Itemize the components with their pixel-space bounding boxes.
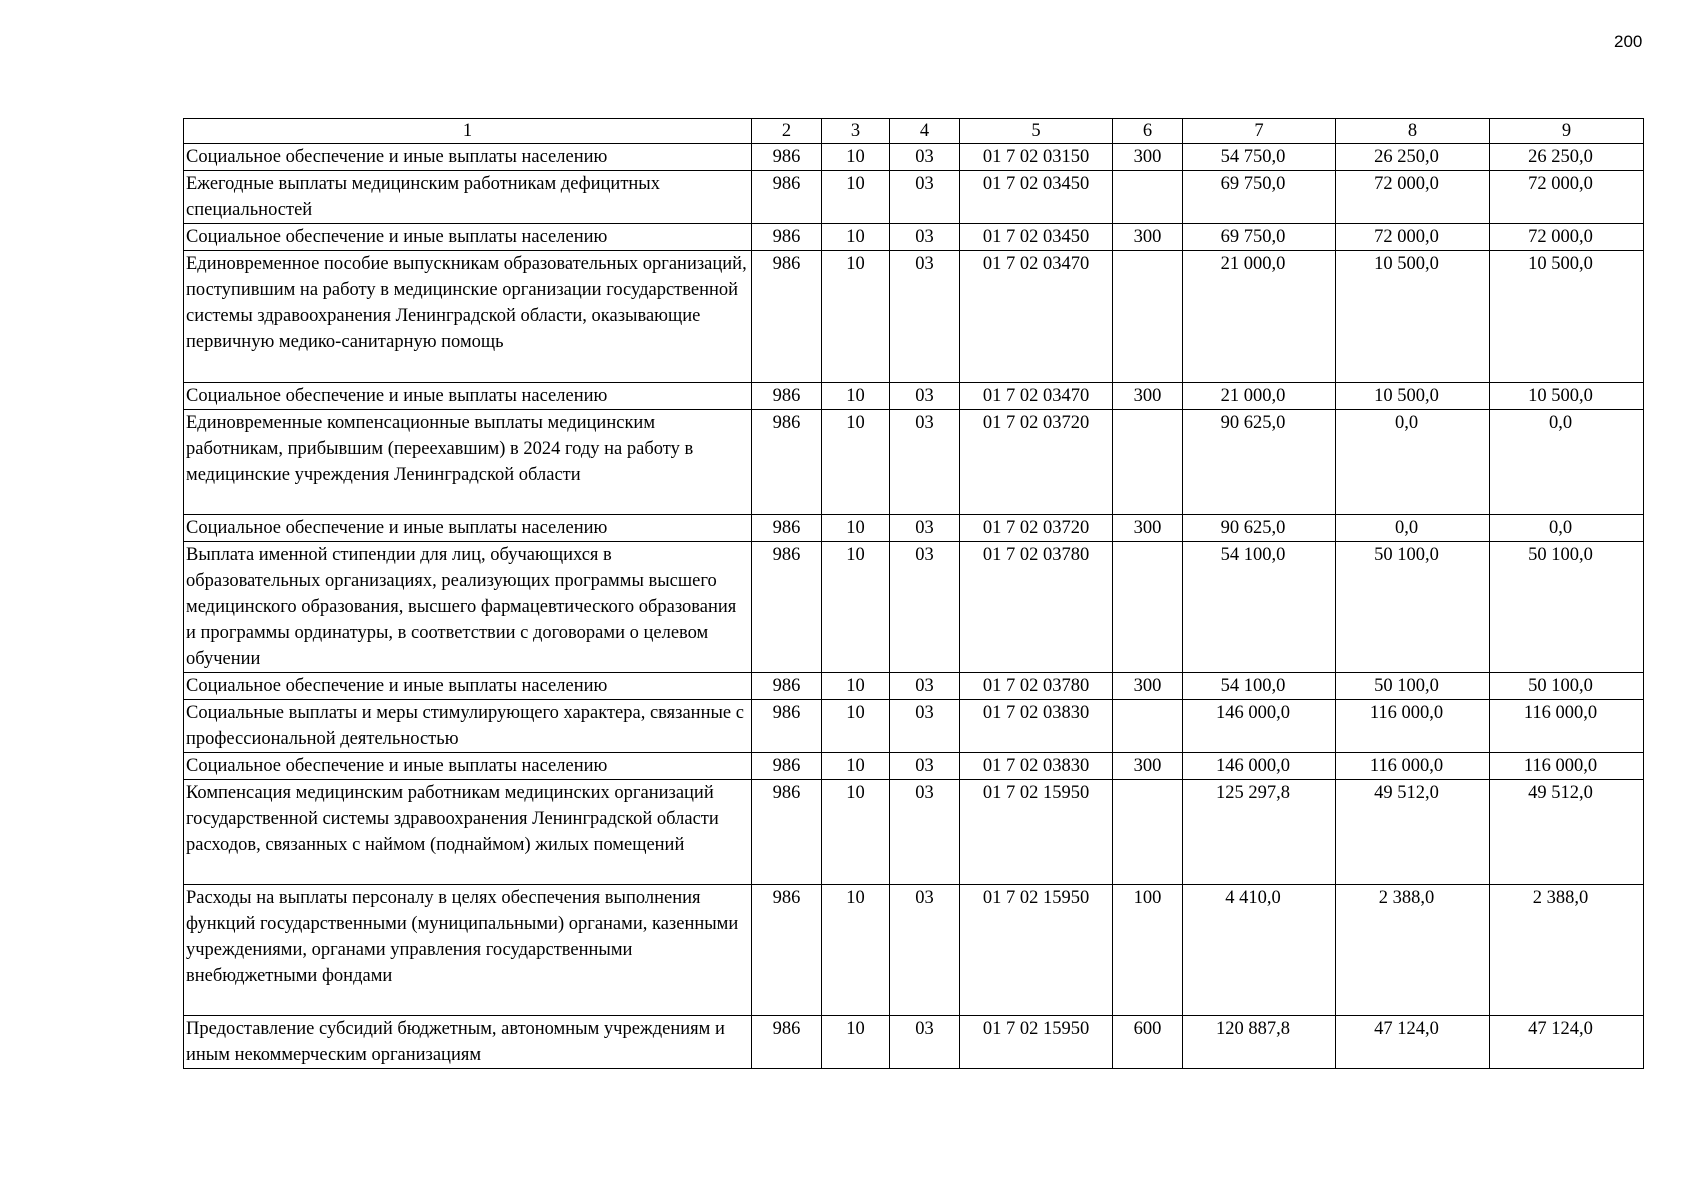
- row-code-section: 10: [822, 383, 890, 410]
- row-amount-2: 26 250,0: [1336, 144, 1490, 171]
- row-code-target: 01 7 02 03470: [960, 383, 1113, 410]
- row-amount-3: 2 388,0: [1490, 885, 1644, 1016]
- row-amount-3: 26 250,0: [1490, 144, 1644, 171]
- row-code-section: 10: [822, 144, 890, 171]
- row-code-target: 01 7 02 03720: [960, 410, 1113, 515]
- row-code-expense-type: 300: [1113, 515, 1183, 542]
- row-amount-2: 50 100,0: [1336, 542, 1490, 673]
- row-code-section: 10: [822, 700, 890, 753]
- row-code-admin: 986: [752, 753, 822, 780]
- row-code-expense-type: [1113, 542, 1183, 673]
- row-amount-1: 4 410,0: [1183, 885, 1336, 1016]
- row-code-expense-type: 300: [1113, 144, 1183, 171]
- table-row: [184, 251, 1644, 383]
- row-amount-2: 50 100,0: [1336, 673, 1490, 700]
- row-code-expense-type: 100: [1113, 885, 1183, 1016]
- row-code-admin: 986: [752, 1016, 822, 1069]
- row-name: Ежегодные выплаты медицинским работникам дефицитных специальностей: [184, 171, 752, 224]
- table-row: [184, 224, 1644, 251]
- row-amount-3: 0,0: [1490, 410, 1644, 515]
- row-code-target: 01 7 02 15950: [960, 1016, 1113, 1069]
- row-amount-2: 49 512,0: [1336, 780, 1490, 885]
- row-amount-1: 21 000,0: [1183, 383, 1336, 410]
- row-code-admin: 986: [752, 780, 822, 885]
- header-cell: 4: [890, 119, 960, 144]
- row-code-expense-type: 300: [1113, 383, 1183, 410]
- row-code-admin: 986: [752, 542, 822, 673]
- table-row: [184, 410, 1644, 515]
- row-code-expense-type: 300: [1113, 224, 1183, 251]
- row-code-expense-type: [1113, 780, 1183, 885]
- row-code-admin: 986: [752, 144, 822, 171]
- row-amount-2: 72 000,0: [1336, 171, 1490, 224]
- row-amount-1: 54 100,0: [1183, 542, 1336, 673]
- row-code-section: 10: [822, 251, 890, 383]
- header-cell: 8: [1336, 119, 1490, 144]
- row-code-admin: 986: [752, 885, 822, 1016]
- row-code-subsection: 03: [890, 1016, 960, 1069]
- row-code-subsection: 03: [890, 753, 960, 780]
- row-amount-3: 72 000,0: [1490, 171, 1644, 224]
- row-code-expense-type: [1113, 251, 1183, 383]
- row-amount-3: 116 000,0: [1490, 700, 1644, 753]
- header-cell: 7: [1183, 119, 1336, 144]
- row-code-target: 01 7 02 15950: [960, 885, 1113, 1016]
- row-amount-1: 69 750,0: [1183, 171, 1336, 224]
- header-cell: 3: [822, 119, 890, 144]
- row-code-target: 01 7 02 03450: [960, 171, 1113, 224]
- row-amount-2: 47 124,0: [1336, 1016, 1490, 1069]
- row-amount-1: 90 625,0: [1183, 515, 1336, 542]
- table-row: [184, 144, 1644, 171]
- header-cell: 1: [184, 119, 752, 144]
- header-cell: 2: [752, 119, 822, 144]
- row-code-expense-type: [1113, 171, 1183, 224]
- row-code-target: 01 7 02 03720: [960, 515, 1113, 542]
- row-name: Единовременное пособие выпускникам образовательных организаций, поступившим на работу в медицинские организации государственной системы здравоохранения Ленинградской области, оказывающие первичную медико-санитарную помощь: [184, 251, 752, 383]
- row-amount-3: 0,0: [1490, 515, 1644, 542]
- row-name: Предоставление субсидий бюджетным, автономным учреждениям и иным некоммерческим организациям: [184, 1016, 752, 1069]
- row-code-admin: 986: [752, 224, 822, 251]
- page-number: 200: [1614, 32, 1643, 51]
- row-name: Социальное обеспечение и иные выплаты населению: [184, 144, 752, 171]
- row-code-section: 10: [822, 673, 890, 700]
- row-amount-2: 0,0: [1336, 410, 1490, 515]
- row-name: Компенсация медицинским работникам медицинских организаций государственной системы здравоохранения Ленинградской области расходов, связанных с наймом (поднаймом) жилых помещений: [184, 780, 752, 885]
- row-code-section: 10: [822, 410, 890, 515]
- row-amount-3: 116 000,0: [1490, 753, 1644, 780]
- row-code-expense-type: [1113, 410, 1183, 515]
- table-row: [184, 700, 1644, 753]
- row-amount-2: 116 000,0: [1336, 753, 1490, 780]
- row-name: Выплата именной стипендии для лиц, обучающихся в образовательных организациях, реализующих программы высшего медицинского образования, высшего фармацевтического образования и программы ординатуры, в соответствии с договорами о целевом обучении: [184, 542, 752, 673]
- row-code-section: 10: [822, 753, 890, 780]
- table-row: [184, 780, 1644, 885]
- row-code-subsection: 03: [890, 700, 960, 753]
- header-cell: 5: [960, 119, 1113, 144]
- row-code-target: 01 7 02 03780: [960, 542, 1113, 673]
- row-code-subsection: 03: [890, 673, 960, 700]
- row-code-admin: 986: [752, 171, 822, 224]
- row-amount-1: 54 100,0: [1183, 673, 1336, 700]
- row-amount-3: 47 124,0: [1490, 1016, 1644, 1069]
- row-amount-1: 21 000,0: [1183, 251, 1336, 383]
- table-row: [184, 673, 1644, 700]
- row-name: Социальное обеспечение и иные выплаты населению: [184, 224, 752, 251]
- row-amount-3: 49 512,0: [1490, 780, 1644, 885]
- row-code-section: 10: [822, 542, 890, 673]
- row-code-subsection: 03: [890, 780, 960, 885]
- row-code-admin: 986: [752, 515, 822, 542]
- row-name: Единовременные компенсационные выплаты медицинским работникам, прибывшим (переехавшим) в 2024 году на работу в медицинские учреждения Ленинградской области: [184, 410, 752, 515]
- table-row: [184, 885, 1644, 1016]
- row-code-subsection: 03: [890, 383, 960, 410]
- row-code-target: 01 7 02 03150: [960, 144, 1113, 171]
- row-amount-3: 10 500,0: [1490, 251, 1644, 383]
- row-code-admin: 986: [752, 673, 822, 700]
- row-code-target: 01 7 02 03780: [960, 673, 1113, 700]
- row-code-admin: 986: [752, 410, 822, 515]
- row-code-section: 10: [822, 224, 890, 251]
- row-amount-2: 10 500,0: [1336, 251, 1490, 383]
- row-amount-2: 2 388,0: [1336, 885, 1490, 1016]
- row-code-subsection: 03: [890, 542, 960, 673]
- row-amount-1: 90 625,0: [1183, 410, 1336, 515]
- row-code-section: 10: [822, 1016, 890, 1069]
- row-amount-2: 0,0: [1336, 515, 1490, 542]
- budget-table: [183, 118, 1644, 1069]
- row-code-target: 01 7 02 03470: [960, 251, 1113, 383]
- table-row: [184, 383, 1644, 410]
- row-code-expense-type: 300: [1113, 753, 1183, 780]
- row-code-admin: 986: [752, 700, 822, 753]
- row-name: Расходы на выплаты персоналу в целях обеспечения выполнения функций государственными (муниципальными) органами, казенными учреждениями, органами управления государственными внебюджетными фондами: [184, 885, 752, 1016]
- row-amount-1: 54 750,0: [1183, 144, 1336, 171]
- table-row: [184, 171, 1644, 224]
- row-amount-3: 50 100,0: [1490, 673, 1644, 700]
- row-amount-2: 10 500,0: [1336, 383, 1490, 410]
- row-amount-1: 146 000,0: [1183, 700, 1336, 753]
- row-amount-3: 72 000,0: [1490, 224, 1644, 251]
- row-code-target: 01 7 02 15950: [960, 780, 1113, 885]
- row-name: Социальное обеспечение и иные выплаты населению: [184, 673, 752, 700]
- row-amount-1: 120 887,8: [1183, 1016, 1336, 1069]
- row-code-subsection: 03: [890, 251, 960, 383]
- table-row: [184, 1016, 1644, 1069]
- header-row: [184, 119, 1644, 144]
- row-code-target: 01 7 02 03450: [960, 224, 1113, 251]
- row-name: Социальное обеспечение и иные выплаты населению: [184, 753, 752, 780]
- row-amount-1: 69 750,0: [1183, 224, 1336, 251]
- row-code-section: 10: [822, 515, 890, 542]
- header-cell: 9: [1490, 119, 1644, 144]
- row-amount-1: 125 297,8: [1183, 780, 1336, 885]
- row-code-expense-type: 300: [1113, 673, 1183, 700]
- row-code-subsection: 03: [890, 171, 960, 224]
- row-code-subsection: 03: [890, 885, 960, 1016]
- row-code-expense-type: [1113, 700, 1183, 753]
- row-amount-3: 10 500,0: [1490, 383, 1644, 410]
- table-row: [184, 753, 1644, 780]
- row-code-subsection: 03: [890, 515, 960, 542]
- row-amount-3: 50 100,0: [1490, 542, 1644, 673]
- row-name: Социальное обеспечение и иные выплаты населению: [184, 515, 752, 542]
- row-amount-1: 146 000,0: [1183, 753, 1336, 780]
- row-code-subsection: 03: [890, 144, 960, 171]
- row-code-expense-type: 600: [1113, 1016, 1183, 1069]
- row-code-subsection: 03: [890, 410, 960, 515]
- row-code-admin: 986: [752, 251, 822, 383]
- row-code-admin: 986: [752, 383, 822, 410]
- row-name: Социальные выплаты и меры стимулирующего характера, связанные с профессиональной деятельностью: [184, 700, 752, 753]
- header-cell: 6: [1113, 119, 1183, 144]
- table-row: [184, 542, 1644, 673]
- row-code-target: 01 7 02 03830: [960, 753, 1113, 780]
- row-code-section: 10: [822, 885, 890, 1016]
- row-amount-2: 72 000,0: [1336, 224, 1490, 251]
- table-row: [184, 515, 1644, 542]
- row-code-target: 01 7 02 03830: [960, 700, 1113, 753]
- row-code-section: 10: [822, 780, 890, 885]
- row-name: Социальное обеспечение и иные выплаты населению: [184, 383, 752, 410]
- row-code-subsection: 03: [890, 224, 960, 251]
- row-code-section: 10: [822, 171, 890, 224]
- row-amount-2: 116 000,0: [1336, 700, 1490, 753]
